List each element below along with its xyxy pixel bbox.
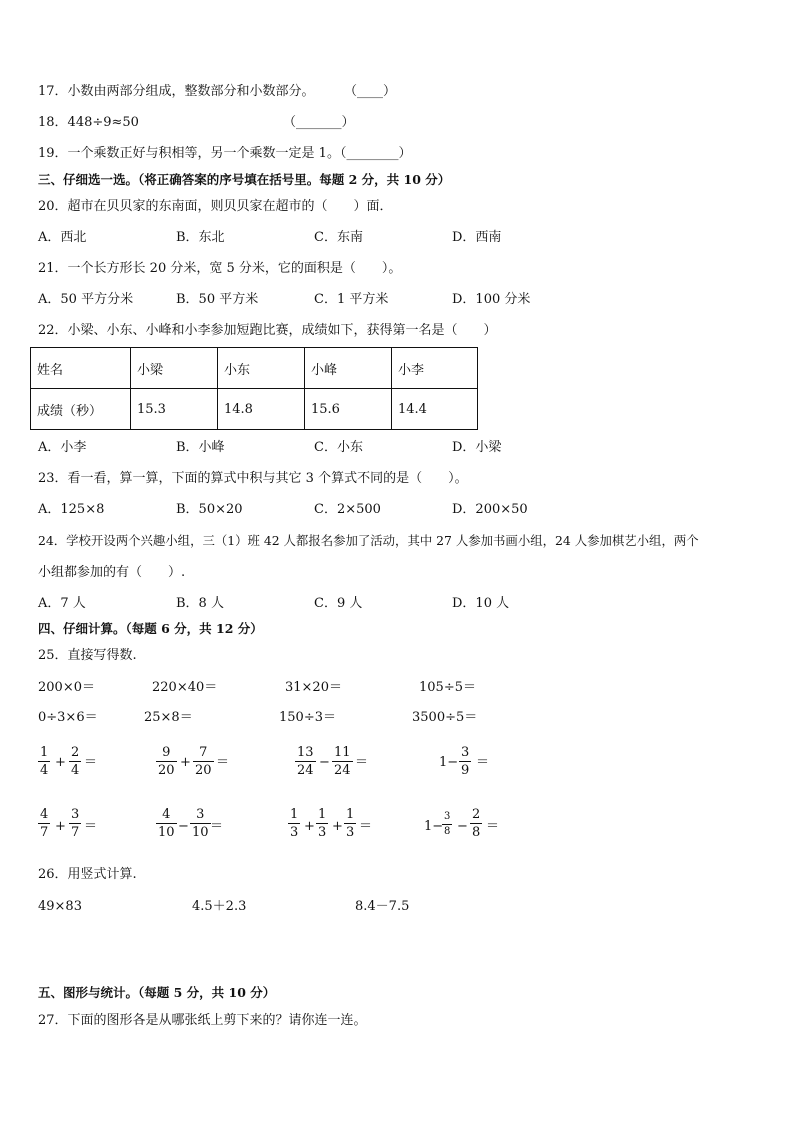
table-cell: 15.6 (305, 389, 392, 430)
q25-calc: 220×40＝ (152, 680, 218, 695)
fraction (156, 808, 177, 839)
fraction-bar (459, 761, 471, 762)
fraction-bar (38, 823, 50, 824)
fraction-bar (316, 823, 328, 824)
q22-option-d[interactable]: D．小梁 (452, 440, 502, 455)
table-row (31, 389, 478, 430)
fraction-bar (156, 823, 177, 824)
fraction-bar (69, 823, 81, 824)
table-cell: 15.3 (131, 389, 218, 430)
fraction-bar (295, 761, 316, 762)
q20-option-d[interactable]: D．西南 (452, 230, 502, 245)
denominator: 7 (40, 825, 49, 840)
q26-item: 8.4－7.5 (355, 899, 410, 914)
q23-option-d[interactable]: D．200×50 (452, 502, 528, 517)
operator: − (319, 755, 330, 770)
q23-option-a[interactable]: A．125×8 (38, 502, 105, 517)
q22-text: 22．小梁、小东、小峰和小李参加短跑比赛，成绩如下，获得第一名是（ ） (38, 323, 497, 338)
q22-option-a[interactable]: A．小李 (38, 440, 87, 455)
denominator: 3 (346, 825, 355, 840)
q20-text: 20．超市在贝贝家的东南面，则贝贝家在超市的（ ）面． (38, 199, 393, 214)
numerator: 3 (71, 807, 80, 822)
operator: − (178, 819, 189, 834)
denominator: 10 (192, 825, 209, 840)
fraction-bar (193, 761, 214, 762)
q21-option-d[interactable]: D．100 分米 (452, 292, 531, 307)
q24-text-line-2: 小组都参加的有（ ）. (38, 565, 186, 580)
numerator: 7 (199, 745, 208, 760)
denominator: 24 (297, 763, 314, 778)
denominator: 7 (71, 825, 80, 840)
numerator: 1 (290, 807, 299, 822)
q23-option-b[interactable]: B．50×20 (176, 502, 243, 517)
fraction (38, 808, 50, 839)
fraction (193, 746, 214, 777)
q25-calc: 31×20＝ (285, 680, 342, 695)
fraction-bar (288, 823, 300, 824)
numerator: 4 (162, 807, 171, 822)
operator: + (55, 819, 66, 834)
equals-sign: ＝ (359, 819, 373, 834)
numerator: 4 (40, 807, 49, 822)
fraction (316, 808, 328, 839)
fraction (38, 746, 50, 777)
q22-option-b[interactable]: B．小峰 (176, 440, 225, 455)
q20-option-c[interactable]: C．东南 (314, 230, 363, 245)
fraction (459, 746, 471, 777)
table-cell: 14.4 (392, 389, 478, 430)
operator: + (304, 819, 315, 834)
section-5-heading: 五、图形与统计。（每题 5 分，共 10 分） (38, 985, 276, 1000)
q21-text: 21．一个长方形长 20 分米，宽 5 分米，它的面积是（ ）。 (38, 261, 402, 276)
q18-text: 18．448÷9≈50 (38, 115, 139, 130)
q17-answer-blank[interactable]: （____） (344, 84, 397, 99)
numerator: 3 (461, 745, 470, 760)
numerator: 1 (40, 745, 49, 760)
denominator: 20 (195, 763, 212, 778)
q25-calc: 3500÷5＝ (412, 710, 478, 725)
q27-text: 27．下面的图形各是从哪张纸上剪下来的？请你连一连。 (38, 1013, 367, 1028)
fraction (288, 808, 300, 839)
q26-text: 26．用竖式计算. (38, 867, 137, 882)
fraction-bar (344, 823, 356, 824)
numerator: 3 (444, 811, 451, 822)
q21-option-c[interactable]: C．1 平方米 (314, 292, 389, 307)
numerator: 1 (346, 807, 355, 822)
denominator: 3 (318, 825, 327, 840)
q20-option-a[interactable]: A．西北 (38, 230, 87, 245)
numerator: 13 (297, 745, 314, 760)
equals-sign: ＝ (355, 755, 369, 770)
table-cell: 姓名 (31, 348, 131, 389)
denominator: 4 (40, 763, 49, 778)
equals-sign: ＝ (486, 819, 500, 834)
fraction-bar (332, 761, 353, 762)
fraction-bar (470, 823, 482, 824)
fraction (332, 746, 353, 777)
fraction (156, 746, 177, 777)
q24-option-b[interactable]: B．8 人 (176, 596, 224, 611)
denominator: 10 (158, 825, 175, 840)
q23-text: 23．看一看，算一算，下面的算式中积与其它 3 个算式不同的是（ ）。 (38, 471, 468, 486)
table-cell: 小梁 (131, 348, 218, 389)
denominator: 24 (334, 763, 351, 778)
q18-answer-blank[interactable]: （_______） (283, 115, 355, 130)
q21-option-b[interactable]: B．50 平方米 (176, 292, 259, 307)
fraction (295, 746, 316, 777)
q24-option-c[interactable]: C．9 人 (314, 596, 363, 611)
table-cell: 小李 (392, 348, 478, 389)
denominator: 8 (444, 826, 451, 837)
whole-number-prefix: 1− (439, 755, 459, 770)
denominator: 9 (461, 763, 470, 778)
equals-sign: ＝ (84, 755, 98, 770)
table-cell: 14.8 (218, 389, 305, 430)
q25-calc: 25×8＝ (144, 710, 193, 725)
numerator: 2 (71, 745, 80, 760)
q21-option-a[interactable]: A．50 平方分米 (38, 292, 134, 307)
fraction-bar (442, 824, 452, 825)
equals-sign: ＝ (476, 755, 490, 770)
fraction-bar (38, 761, 50, 762)
denominator: 3 (290, 825, 299, 840)
operator: + (332, 819, 343, 834)
q22-option-c[interactable]: C．小东 (314, 440, 363, 455)
whole-number-prefix: 1− (424, 819, 444, 834)
q19-text: 19．一个乘数正好与积相等，另一个乘数一定是 1。（________） (38, 146, 412, 161)
operator: + (55, 755, 66, 770)
numerator: 9 (162, 745, 171, 760)
table-cell: 小峰 (305, 348, 392, 389)
fraction (69, 746, 81, 777)
fraction (470, 808, 482, 839)
table-row (31, 348, 478, 389)
q20-option-b[interactable]: B．东北 (176, 230, 225, 245)
table-cell: 成绩（秒） (31, 389, 131, 430)
fraction (190, 808, 211, 839)
numerator: 2 (472, 807, 481, 822)
denominator: 20 (158, 763, 175, 778)
q25-calc: 200×0＝ (38, 680, 95, 695)
fraction-bar (190, 823, 211, 824)
q25-calc: 105÷5＝ (419, 680, 476, 695)
denominator: 8 (472, 825, 481, 840)
q24-option-d[interactable]: D．10 人 (452, 596, 510, 611)
q25-calc: 0÷3×6＝ (38, 710, 98, 725)
equals-sign: ＝ (210, 819, 224, 834)
q17-text: 17．小数由两部分组成，整数部分和小数部分。 (38, 84, 315, 99)
q26-item: 49×83 (38, 899, 82, 914)
operator: − (457, 819, 468, 834)
numerator: 3 (196, 807, 205, 822)
operator: + (180, 755, 191, 770)
q24-text-line-1: 24．学校开设两个兴趣小组，三（1）班 42 人都报名参加了活动，其中 27 人参加书画小组，24 人参加棋艺小组，两个 (38, 533, 699, 548)
table-cell: 小东 (218, 348, 305, 389)
equals-sign: ＝ (216, 755, 230, 770)
numerator: 1 (318, 807, 327, 822)
denominator: 4 (71, 763, 80, 778)
q26-item: 4.5＋2.3 (192, 899, 247, 914)
q23-option-c[interactable]: C．2×500 (314, 502, 381, 517)
fraction-bar (69, 761, 81, 762)
q24-option-a[interactable]: A．7 人 (38, 596, 86, 611)
section-3-heading: 三、仔细选一选。（将正确答案的序号填在括号里。每题 2 分，共 10 分） (38, 172, 451, 187)
q25-text: 25．直接写得数. (38, 648, 137, 663)
equals-sign: ＝ (84, 819, 98, 834)
fraction (344, 808, 356, 839)
q22-score-table (30, 347, 478, 430)
fraction (69, 808, 81, 839)
numerator: 11 (334, 745, 351, 760)
q25-calc: 150÷3＝ (279, 710, 336, 725)
fraction (442, 812, 452, 837)
fraction-bar (156, 761, 177, 762)
section-4-heading: 四、仔细计算。（每题 6 分，共 12 分） (38, 621, 263, 636)
